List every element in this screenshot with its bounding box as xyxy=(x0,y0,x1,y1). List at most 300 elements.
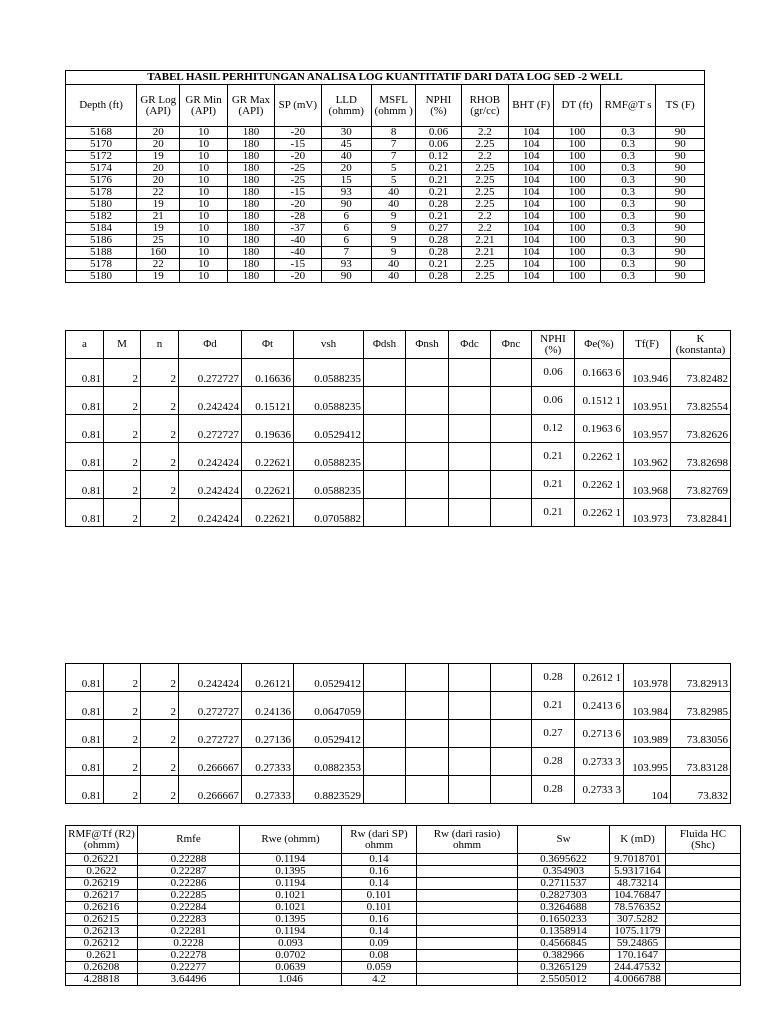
table-cell: 0.3 xyxy=(600,187,656,199)
table-cell: 0.28 xyxy=(416,271,461,283)
table-cell: 0.272727 xyxy=(179,720,242,748)
table-cell: 0.0882353 xyxy=(294,748,364,776)
table-cell: 73.832 xyxy=(671,776,731,804)
table-cell xyxy=(666,914,741,926)
table-cell: 2 xyxy=(104,720,141,748)
table-cell: -40 xyxy=(275,247,321,259)
table-cell: 0.81 xyxy=(66,387,104,415)
column-header: SP (mV) xyxy=(275,85,321,127)
table-cell: 0.15121 xyxy=(242,387,294,415)
table-cell: 0.266667 xyxy=(179,776,242,804)
table-cell: 40 xyxy=(372,271,416,283)
table-cell: 0.2228 xyxy=(138,938,240,950)
table-cell: 0.26121 xyxy=(242,664,294,692)
table-cell xyxy=(417,950,518,962)
table-row xyxy=(66,187,705,199)
table-cell: 180 xyxy=(227,151,274,163)
column-header: NPHI (%) xyxy=(416,85,461,127)
table-cell: 0.2262 1 xyxy=(575,471,624,499)
table-cell: 0.1395 xyxy=(240,914,342,926)
table-cell xyxy=(406,499,449,527)
table-cell: 2 xyxy=(141,720,179,748)
table-cell: 73.82482 xyxy=(671,359,731,387)
table-cell: 2.25 xyxy=(461,163,508,175)
table-cell: 19 xyxy=(137,199,180,211)
table-cell: 0.12 xyxy=(532,415,575,443)
table-cell: 0.22285 xyxy=(138,890,240,902)
table-cell xyxy=(364,720,406,748)
table-cell: -37 xyxy=(275,223,321,235)
table-cell: 2.25 xyxy=(461,175,508,187)
table-cell: 180 xyxy=(227,247,274,259)
table-cell: 0.3265129 xyxy=(518,962,610,974)
table-cell: 0.14 xyxy=(342,878,417,890)
table-cell: 100 xyxy=(554,247,600,259)
table-cell: 0.1358914 xyxy=(518,926,610,938)
table-cell: 0.81 xyxy=(66,359,104,387)
table-row xyxy=(66,235,705,247)
table-cell xyxy=(364,359,406,387)
table-row xyxy=(66,163,705,175)
table-cell: 3.64496 xyxy=(138,974,240,986)
table-cell: 0.21 xyxy=(532,499,575,527)
table-cell xyxy=(666,962,741,974)
table-cell: 100 xyxy=(554,151,600,163)
table-cell xyxy=(364,664,406,692)
table-cell xyxy=(491,387,532,415)
table-cell: 40 xyxy=(372,259,416,271)
table-cell: 73.82913 xyxy=(671,664,731,692)
table-cell: 2 xyxy=(141,692,179,720)
table-cell: 2.21 xyxy=(461,235,508,247)
table-row xyxy=(66,151,705,163)
table-cell: 0.21 xyxy=(416,187,461,199)
table-cell: 0.81 xyxy=(66,720,104,748)
table-cell: 104 xyxy=(509,151,554,163)
table-cell: 73.83128 xyxy=(671,748,731,776)
table-cell: 180 xyxy=(227,211,274,223)
table-cell: 170.1647 xyxy=(610,950,666,962)
table-cell: 2 xyxy=(104,664,141,692)
table-cell xyxy=(666,854,741,866)
table-cell xyxy=(666,938,741,950)
table-cell: 2 xyxy=(104,776,141,804)
table-cell: 0.81 xyxy=(66,664,104,692)
table-row xyxy=(66,926,741,938)
table-cell: 0.09 xyxy=(342,938,417,950)
table-cell: 73.82985 xyxy=(671,692,731,720)
table-row xyxy=(66,902,741,914)
table-cell: 0.28 xyxy=(416,235,461,247)
table-cell: 100 xyxy=(554,211,600,223)
table-row xyxy=(66,499,731,527)
table-cell: 90 xyxy=(656,235,705,247)
table-cell: 90 xyxy=(656,139,705,151)
calculation-table-continued xyxy=(65,663,731,804)
column-header: Φt xyxy=(242,331,294,359)
table-cell: 4.0066788 xyxy=(610,974,666,986)
table-cell: 4.28818 xyxy=(66,974,138,986)
table-cell: 0.3 xyxy=(600,139,656,151)
table-cell: 5176 xyxy=(66,175,137,187)
table-cell xyxy=(406,692,449,720)
table-cell: 0.0529412 xyxy=(294,415,364,443)
table-cell: 0.27 xyxy=(416,223,461,235)
table-cell xyxy=(491,499,532,527)
table-row xyxy=(66,962,741,974)
table-cell: 180 xyxy=(227,259,274,271)
column-header: RMF@Tf (R2)(ohmm) xyxy=(66,826,138,854)
table-cell: 0.21 xyxy=(416,175,461,187)
table-cell: 0.3 xyxy=(600,127,656,139)
table-cell: 93 xyxy=(321,187,371,199)
table-cell: -20 xyxy=(275,199,321,211)
table-cell: 0.26219 xyxy=(66,878,138,890)
table-cell: 5186 xyxy=(66,235,137,247)
table-cell: -15 xyxy=(275,139,321,151)
column-header: GR Max (API) xyxy=(227,85,274,127)
table-cell: 0.3 xyxy=(600,235,656,247)
table-cell: 5 xyxy=(372,163,416,175)
table-cell: 0.2262 1 xyxy=(575,499,624,527)
table-cell: 244.47532 xyxy=(610,962,666,974)
table-cell: 90 xyxy=(321,271,371,283)
table-cell: 0.22277 xyxy=(138,962,240,974)
table-cell: 93 xyxy=(321,259,371,271)
table-cell: 0.0529412 xyxy=(294,664,364,692)
table-cell: 90 xyxy=(656,247,705,259)
table-cell: 104 xyxy=(509,223,554,235)
table-cell: 0.27333 xyxy=(242,776,294,804)
table-cell: 0.22283 xyxy=(138,914,240,926)
table-row xyxy=(66,387,731,415)
table-cell: 0.0588235 xyxy=(294,471,364,499)
table-cell: 10 xyxy=(180,127,227,139)
table-cell: 0.27 xyxy=(532,720,575,748)
table-cell: 0.22621 xyxy=(242,471,294,499)
table-cell: 0.22621 xyxy=(242,499,294,527)
table-cell: 104 xyxy=(509,247,554,259)
table-cell: 48.73214 xyxy=(610,878,666,890)
table-cell: 10 xyxy=(180,151,227,163)
table-cell: 0.24136 xyxy=(242,692,294,720)
table-cell: 0.1194 xyxy=(240,926,342,938)
table-cell: 103.973 xyxy=(624,499,671,527)
table-cell: 0.354903 xyxy=(518,866,610,878)
table-cell: 30 xyxy=(321,127,371,139)
table-row xyxy=(66,359,731,387)
table-cell: 0.242424 xyxy=(179,664,242,692)
table-cell xyxy=(666,878,741,890)
table-cell: 0.2413 6 xyxy=(575,692,624,720)
table-cell: 103.995 xyxy=(624,748,671,776)
table-cell: 0.3 xyxy=(600,223,656,235)
table-cell xyxy=(449,499,491,527)
table-cell: 0.28 xyxy=(416,199,461,211)
table-cell: 10 xyxy=(180,235,227,247)
column-header: DT (ft) xyxy=(554,85,600,127)
table-row xyxy=(66,866,741,878)
table-cell: 0.22286 xyxy=(138,878,240,890)
table-cell: 40 xyxy=(372,199,416,211)
table-cell: 0.16 xyxy=(342,914,417,926)
table-row xyxy=(66,247,705,259)
table-row xyxy=(66,914,741,926)
table-cell: 0.242424 xyxy=(179,499,242,527)
table-cell: 2 xyxy=(104,692,141,720)
table-cell: 100 xyxy=(554,271,600,283)
table-cell: 2 xyxy=(141,499,179,527)
table-cell: 0.26217 xyxy=(66,890,138,902)
table-cell: 90 xyxy=(656,211,705,223)
table-cell: 0.81 xyxy=(66,776,104,804)
table-cell: 73.82698 xyxy=(671,443,731,471)
table-cell: 100 xyxy=(554,259,600,271)
table-cell: 20 xyxy=(137,175,180,187)
table-cell xyxy=(666,890,741,902)
table-cell: 0.242424 xyxy=(179,471,242,499)
table-cell: 15 xyxy=(321,175,371,187)
table-cell: 90 xyxy=(656,259,705,271)
table-cell: 90 xyxy=(656,199,705,211)
table-cell: 22 xyxy=(137,187,180,199)
table-cell: 104 xyxy=(509,175,554,187)
table-cell: 90 xyxy=(656,223,705,235)
table-cell: 2.25 xyxy=(461,271,508,283)
table-row xyxy=(66,776,731,804)
table-cell: 0.27333 xyxy=(242,748,294,776)
table-cell: 100 xyxy=(554,223,600,235)
table-cell: 180 xyxy=(227,271,274,283)
table-cell: 104 xyxy=(509,235,554,247)
table-cell: 2 xyxy=(141,415,179,443)
table-cell xyxy=(666,974,741,986)
table-cell: 0.81 xyxy=(66,471,104,499)
table-cell: 20 xyxy=(137,139,180,151)
table-cell xyxy=(491,415,532,443)
table-cell: 0.1194 xyxy=(240,854,342,866)
table-cell: 0.1512 1 xyxy=(575,387,624,415)
table-cell: 104 xyxy=(624,776,671,804)
table-cell: 2 xyxy=(104,387,141,415)
table-cell: 2 xyxy=(141,359,179,387)
table-cell: 20 xyxy=(137,163,180,175)
table-cell: 104 xyxy=(509,259,554,271)
table-cell: 100 xyxy=(554,139,600,151)
table-cell: 9 xyxy=(372,223,416,235)
table-cell: 0.0647059 xyxy=(294,692,364,720)
table-cell: 0.2621 xyxy=(66,950,138,962)
table-cell: 0.21 xyxy=(532,443,575,471)
table-cell: 0.26215 xyxy=(66,914,138,926)
table-cell: 0.22284 xyxy=(138,902,240,914)
table-cell: -25 xyxy=(275,175,321,187)
table-cell: -25 xyxy=(275,163,321,175)
table-cell: 0.2733 3 xyxy=(575,776,624,804)
table-cell: 9.7018701 xyxy=(610,854,666,866)
table-cell: 0.21 xyxy=(416,163,461,175)
table-cell: 180 xyxy=(227,187,274,199)
table-cell: 73.82769 xyxy=(671,471,731,499)
column-header: Φdsh xyxy=(364,331,406,359)
table-cell xyxy=(406,748,449,776)
table-cell: 104 xyxy=(509,163,554,175)
column-header: Φnsh xyxy=(406,331,449,359)
table-cell: 104 xyxy=(509,139,554,151)
table-cell: 0.0588235 xyxy=(294,387,364,415)
table-cell: 100 xyxy=(554,163,600,175)
table-cell: 2 xyxy=(104,443,141,471)
table-cell xyxy=(666,950,741,962)
table-cell: 0.28 xyxy=(532,664,575,692)
table-cell xyxy=(364,471,406,499)
table-row xyxy=(66,127,705,139)
table-cell: 307.5282 xyxy=(610,914,666,926)
table-cell: 0.2612 1 xyxy=(575,664,624,692)
table-row xyxy=(66,211,705,223)
table-cell xyxy=(417,854,518,866)
table-cell: 73.83056 xyxy=(671,720,731,748)
column-header: Depth (ft) xyxy=(66,85,137,127)
column-header: Rmfe xyxy=(138,826,240,854)
table-cell: 0.0702 xyxy=(240,950,342,962)
table-cell xyxy=(666,866,741,878)
table-cell: 0.81 xyxy=(66,443,104,471)
table-cell: 0.3 xyxy=(600,259,656,271)
table-cell: 180 xyxy=(227,175,274,187)
table-cell xyxy=(364,748,406,776)
table-cell: 0.2733 3 xyxy=(575,748,624,776)
column-header: K (mD) xyxy=(610,826,666,854)
table-row xyxy=(66,271,705,283)
table-cell: 40 xyxy=(321,151,371,163)
table-cell: 0.3 xyxy=(600,163,656,175)
table-cell: 1075.1179 xyxy=(610,926,666,938)
table-cell: 5 xyxy=(372,175,416,187)
column-header: Fluida HC (Shc) xyxy=(666,826,741,854)
column-header: GR Min (API) xyxy=(180,85,227,127)
table-cell xyxy=(491,748,532,776)
column-header: MSFL (ohmm ) xyxy=(372,85,416,127)
table-row xyxy=(66,175,705,187)
table-row xyxy=(66,890,741,902)
table-cell: 180 xyxy=(227,139,274,151)
table-cell: 6 xyxy=(321,223,371,235)
table-cell: 103.989 xyxy=(624,720,671,748)
table-cell: 2 xyxy=(104,499,141,527)
table-row xyxy=(66,748,731,776)
table-cell: -40 xyxy=(275,235,321,247)
table-cell xyxy=(417,902,518,914)
table-cell: 4.2 xyxy=(342,974,417,986)
table-cell xyxy=(491,664,532,692)
table-cell: 0.2827303 xyxy=(518,890,610,902)
table-cell: 0.81 xyxy=(66,499,104,527)
table-cell xyxy=(417,926,518,938)
table-cell: 10 xyxy=(180,175,227,187)
table-cell: 0.3 xyxy=(600,211,656,223)
table-cell: 10 xyxy=(180,211,227,223)
table-cell: 5172 xyxy=(66,151,137,163)
table-cell: -15 xyxy=(275,187,321,199)
table-cell: 10 xyxy=(180,163,227,175)
table-cell: 78.576352 xyxy=(610,902,666,914)
table-cell: 0.26216 xyxy=(66,902,138,914)
table-cell xyxy=(449,692,491,720)
table-cell: 9 xyxy=(372,235,416,247)
column-header: Φdc xyxy=(449,331,491,359)
table-cell: 100 xyxy=(554,127,600,139)
table-row xyxy=(66,223,705,235)
table-cell xyxy=(406,415,449,443)
table-cell: 160 xyxy=(137,247,180,259)
table-cell: 9 xyxy=(372,211,416,223)
table-cell: 0.242424 xyxy=(179,387,242,415)
table-cell: 2 xyxy=(104,359,141,387)
table-cell: 0.0588235 xyxy=(294,443,364,471)
table-cell: 100 xyxy=(554,199,600,211)
table-cell: 90 xyxy=(656,151,705,163)
table-cell: 0.14 xyxy=(342,926,417,938)
column-header: BHT (F) xyxy=(509,85,554,127)
column-header: Rw (dari SP) ohmm xyxy=(342,826,417,854)
table-cell xyxy=(364,499,406,527)
table-cell: 103.984 xyxy=(624,692,671,720)
table-cell xyxy=(406,471,449,499)
table-cell: 73.82554 xyxy=(671,387,731,415)
table-row xyxy=(66,199,705,211)
table-cell: 0.1395 xyxy=(240,866,342,878)
table-cell xyxy=(666,902,741,914)
table-cell: 73.82841 xyxy=(671,499,731,527)
table-cell xyxy=(417,962,518,974)
table-row xyxy=(66,415,731,443)
table-cell: 0.0529412 xyxy=(294,720,364,748)
table-cell: 0.21 xyxy=(416,259,461,271)
table-cell: 0.266667 xyxy=(179,748,242,776)
table-cell: 21 xyxy=(137,211,180,223)
table-cell: 5180 xyxy=(66,199,137,211)
table-cell: 90 xyxy=(656,175,705,187)
table-cell: 8 xyxy=(372,127,416,139)
table-cell xyxy=(364,415,406,443)
table-cell xyxy=(364,443,406,471)
table-cell: 0.1650233 xyxy=(518,914,610,926)
table-cell: 0.093 xyxy=(240,938,342,950)
table-cell: 103.978 xyxy=(624,664,671,692)
table-cell xyxy=(417,890,518,902)
table-cell: 100 xyxy=(554,235,600,247)
table-cell: 104 xyxy=(509,199,554,211)
table-cell: 19 xyxy=(137,151,180,163)
table-cell: 104.76847 xyxy=(610,890,666,902)
table-cell xyxy=(491,692,532,720)
table-cell: 25 xyxy=(137,235,180,247)
table-cell: 0.1663 6 xyxy=(575,359,624,387)
table-cell: 20 xyxy=(321,163,371,175)
table-row xyxy=(66,720,731,748)
column-header: K (konstanta) xyxy=(671,331,731,359)
table-cell: 100 xyxy=(554,187,600,199)
column-header: M xyxy=(104,331,141,359)
table-cell: 1.046 xyxy=(240,974,342,986)
table-cell: 0.4566845 xyxy=(518,938,610,950)
table-cell: 0.2622 xyxy=(66,866,138,878)
table-cell: 0.1963 6 xyxy=(575,415,624,443)
table-row xyxy=(66,878,741,890)
column-header: RMF@T s xyxy=(600,85,656,127)
table-cell: 0.1021 xyxy=(240,902,342,914)
